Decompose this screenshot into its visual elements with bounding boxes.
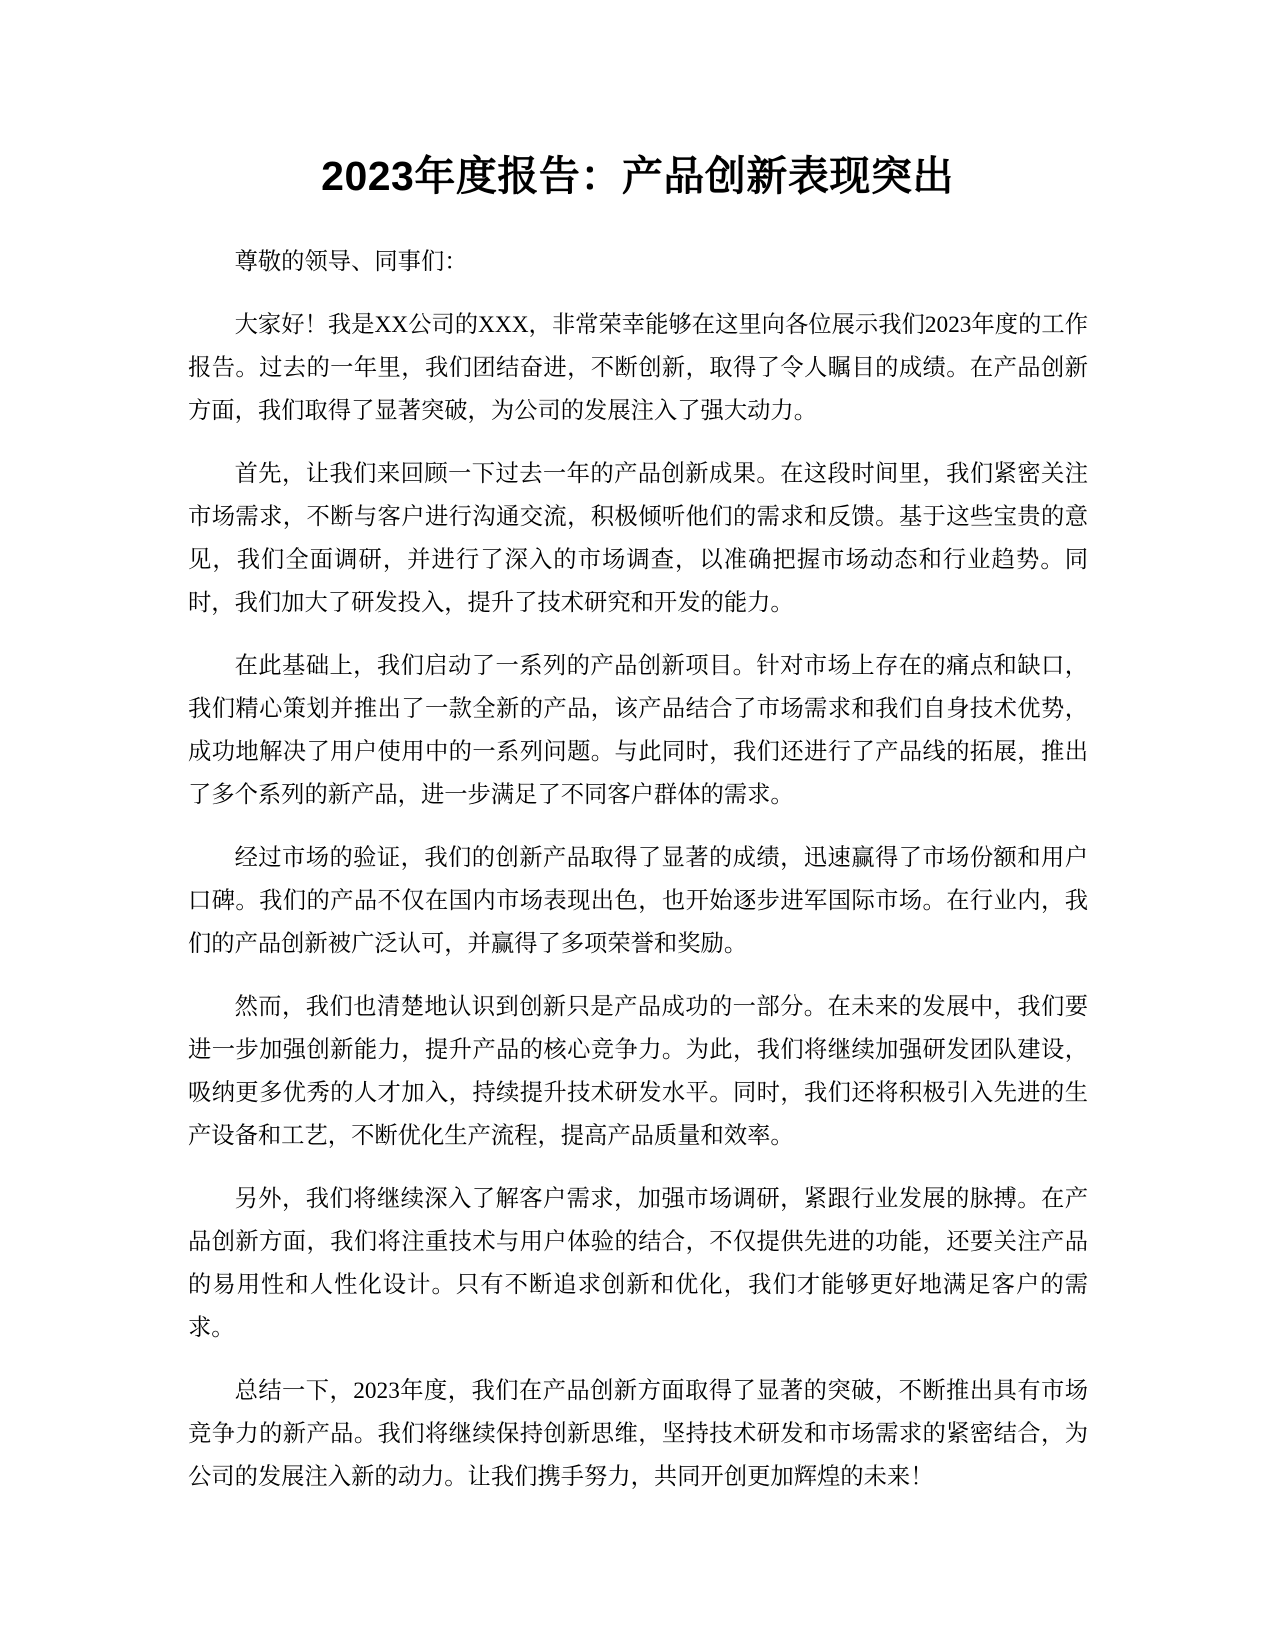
body-paragraph: 首先，让我们来回顾一下过去一年的产品创新成果。在这段时间里，我们紧密关注市场需求，不断与客户进行沟通交流，积极倾听他们的需求和反馈。基于这些宝贵的意见，我们全面调研，并进行了深入的市场调查，以准确把握市场动态和行业趋势。同时，我们加大了研发投入，提升了技术研究和开发的能力。 [188, 461, 1088, 616]
body-paragraph: 在此基础上，我们启动了一系列的产品创新项目。针对市场上存在的痛点和缺口，我们精心策划并推出了一款全新的产品，该产品结合了市场需求和我们自身技术优势，成功地解决了用户使用中的一系列问题。与此同时，我们还进行了产品线的拓展，推出了多个系列的新产品，进一步满足了不同客户群体的需求。 [188, 653, 1088, 808]
body-paragraph: 经过市场的验证，我们的创新产品取得了显著的成绩，迅速赢得了市场份额和用户口碑。我们的产品不仅在国内市场表现出色，也开始逐步进军国际市场。在行业内，我们的产品创新被广泛认可，并赢得了多项荣誉和奖励。 [188, 845, 1088, 957]
body-paragraph: 总结一下，2023年度，我们在产品创新方面取得了显著的突破，不断推出具有市场竞争力的新产品。我们将继续保持创新思维，坚持技术研发和市场需求的紧密结合，为公司的发展注入新的动力。让我们携手努力，共同开创更加辉煌的未来！ [188, 1378, 1088, 1490]
salutation: 尊敬的领导、同事们： [234, 249, 468, 275]
body-paragraph: 另外，我们将继续深入了解客户需求，加强市场调研，紧跟行业发展的脉搏。在产品创新方面，我们将注重技术与用户体验的结合，不仅提供先进的功能，还要关注产品的易用性和人性化设计。只有不断追求创新和优化，我们才能够更好地满足客户的需求。 [188, 1186, 1088, 1341]
body-paragraph: 然而，我们也清楚地认识到创新只是产品成功的一部分。在未来的发展中，我们要进一步加强创新能力，提升产品的核心竞争力。为此，我们将继续加强研发团队建设，吸纳更多优秀的人才加入，持续提升技术研发水平。同时，我们还将积极引入先进的生产设备和工艺，不断优化生产流程，提高产品质量和效率。 [188, 994, 1088, 1149]
body-paragraph: 大家好！我是XX公司的XXX，非常荣幸能够在这里向各位展示我们2023年度的工作报告。过去的一年里，我们团结奋进，不断创新，取得了令人瞩目的成绩。在产品创新方面，我们取得了显著突破，为公司的发展注入了强大动力。 [188, 312, 1088, 424]
document-title: 2023年度报告：产品创新表现突出 [321, 153, 954, 199]
document-body [188, 241, 1088, 1519]
